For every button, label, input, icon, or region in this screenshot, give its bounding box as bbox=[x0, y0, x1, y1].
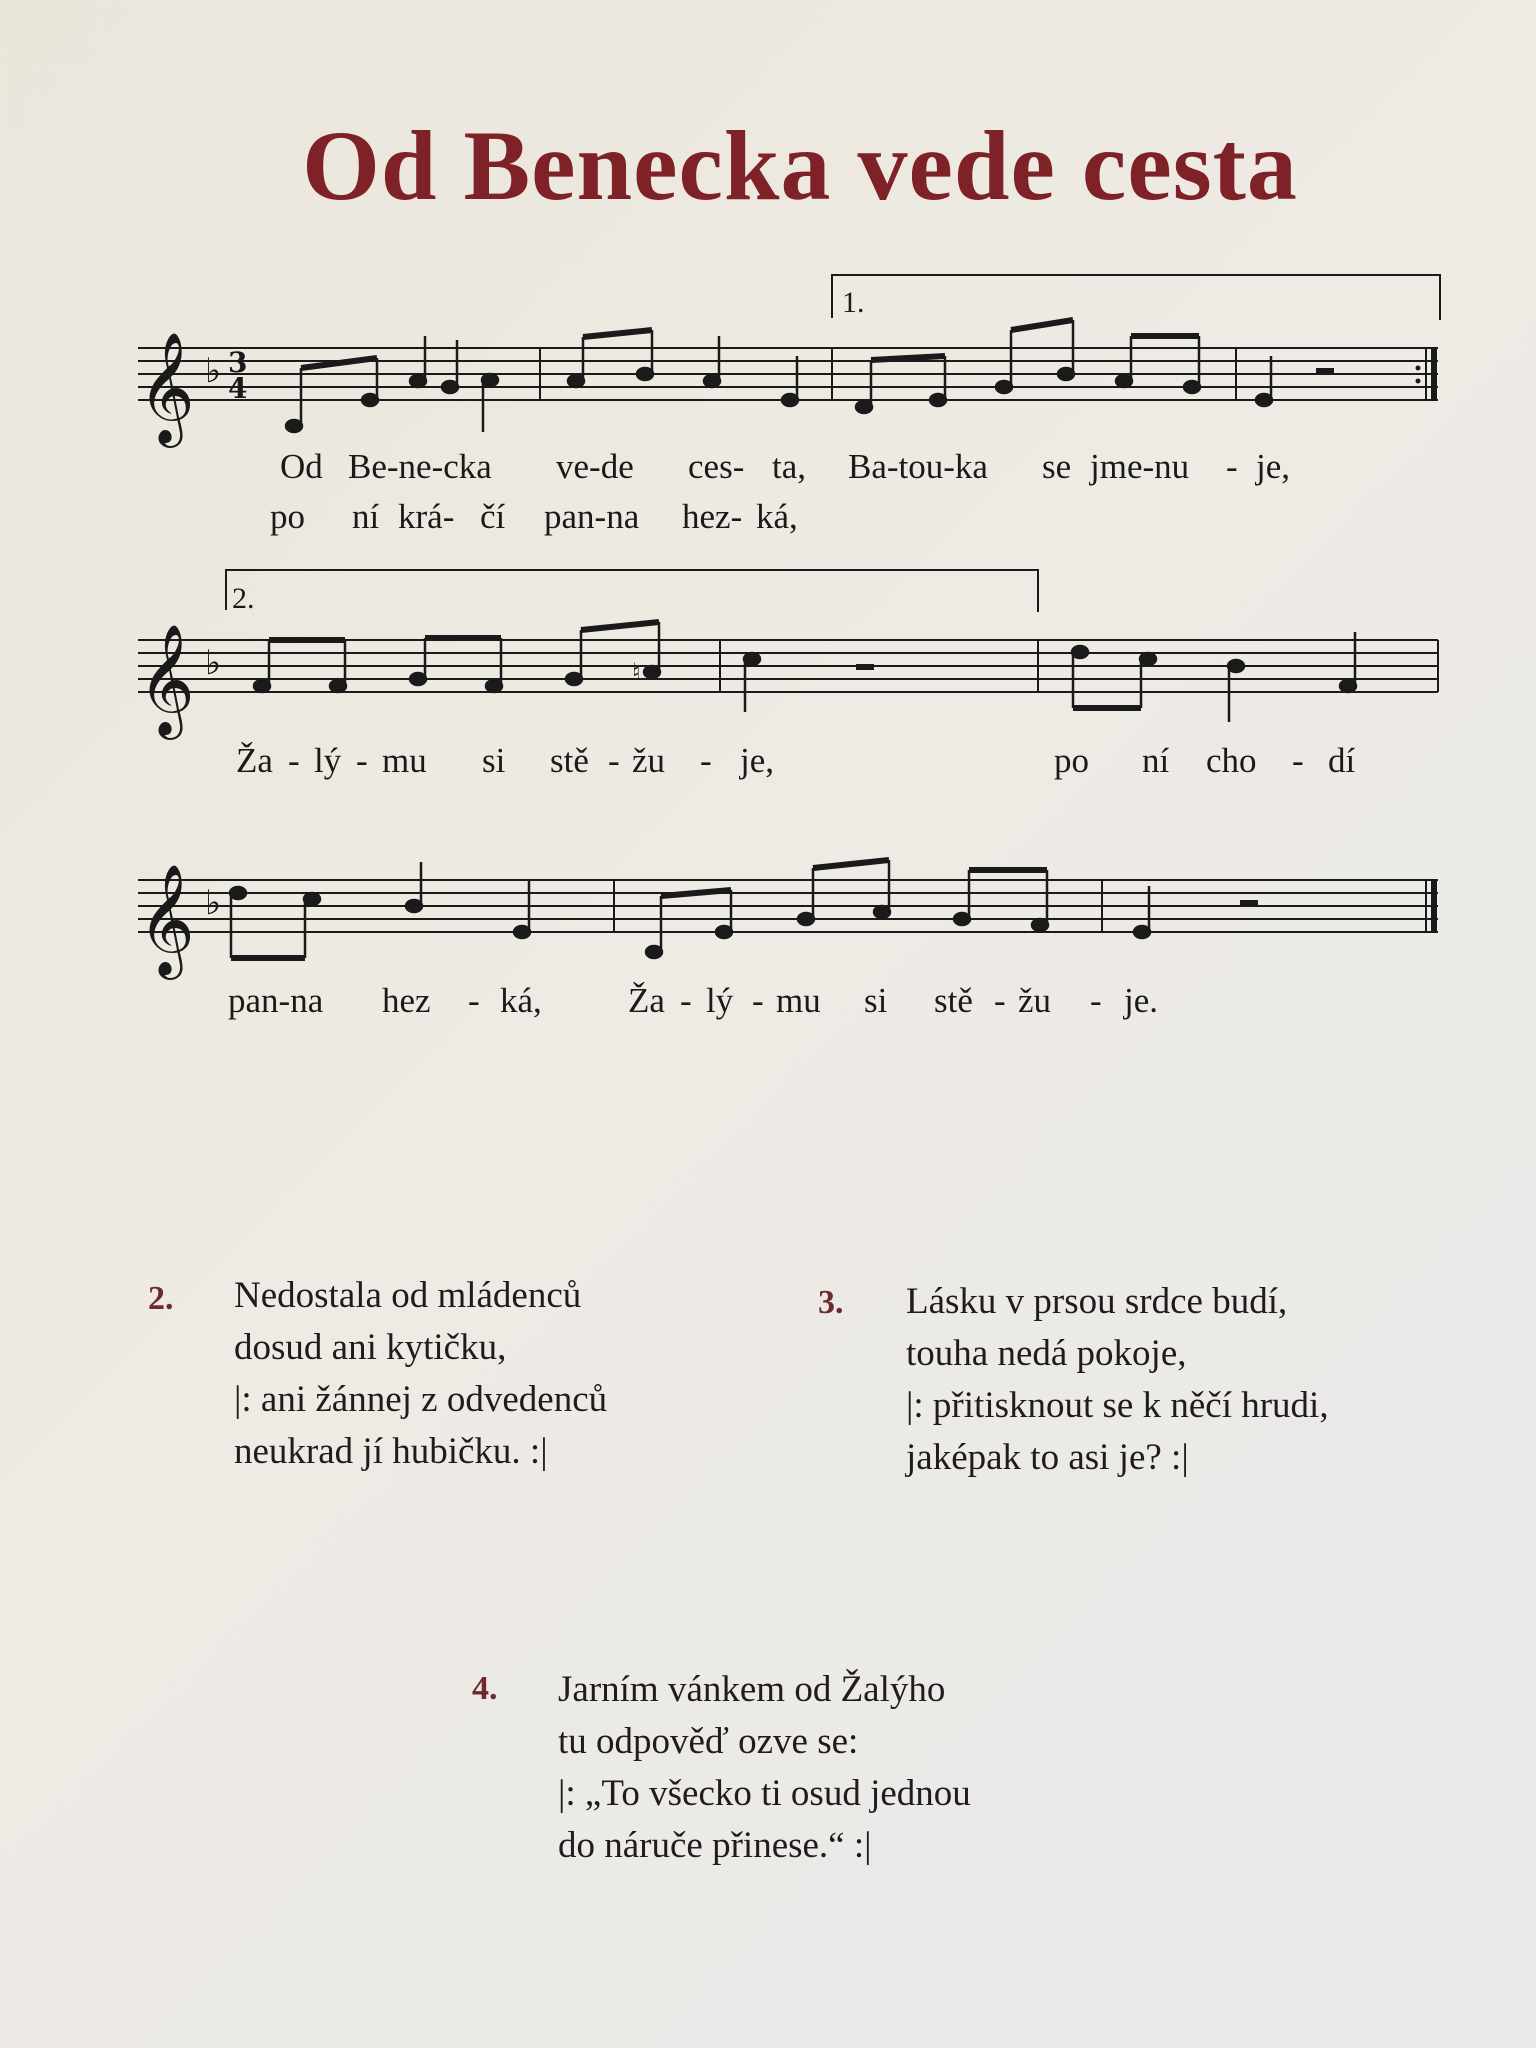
lyric: pan-na bbox=[228, 981, 324, 1020]
verse-line: |: „To všecko ti osud jednou bbox=[558, 1773, 971, 1814]
verse-line: Nedostala od mládenců bbox=[234, 1275, 582, 1316]
lyric: lý bbox=[706, 981, 734, 1020]
lyric: - bbox=[288, 741, 300, 780]
verse-2-text bbox=[234, 1270, 607, 1478]
flat-key-1: ♭ bbox=[205, 351, 222, 391]
lyric: po bbox=[270, 497, 305, 536]
lyric: ces- bbox=[688, 447, 745, 486]
lyric: je, bbox=[1256, 447, 1291, 486]
verse-line: Jarním vánkem od Žalýho bbox=[558, 1669, 946, 1710]
lyric: ká, bbox=[500, 981, 542, 1020]
lyric: po bbox=[1054, 741, 1089, 780]
lyric: - bbox=[680, 981, 692, 1020]
lyric: hez bbox=[382, 981, 431, 1020]
verse-2-number: 2. bbox=[148, 1280, 174, 1317]
verse-3-text bbox=[906, 1276, 1329, 1484]
notes-system-3 bbox=[230, 860, 1258, 958]
verse-line: jaképak to asi je? :| bbox=[906, 1437, 1189, 1478]
verse-3-number: 3. bbox=[818, 1284, 844, 1321]
lyric: si bbox=[864, 981, 888, 1020]
lyric: - bbox=[1090, 981, 1102, 1020]
lyric: Ba-tou-ka bbox=[848, 447, 988, 486]
lyric: ní bbox=[1142, 741, 1170, 780]
lyric: hez- bbox=[682, 497, 743, 536]
verse-line: |: přitisknout se k něčí hrudi, bbox=[906, 1385, 1329, 1426]
verse-line: tu odpověď ozve se: bbox=[558, 1721, 859, 1762]
verse-4-text bbox=[558, 1664, 971, 1872]
time-sig-top: 3 bbox=[228, 346, 248, 379]
treble-clef-1: 𝄞 bbox=[138, 331, 195, 443]
notes-system-2 bbox=[254, 622, 1356, 722]
lyric: žu bbox=[632, 741, 666, 780]
lyric: mu bbox=[776, 981, 821, 1020]
notes-system-1 bbox=[286, 320, 1421, 432]
lyric: cho bbox=[1206, 741, 1257, 780]
lyric: - bbox=[1292, 741, 1304, 780]
lyric: pan-na bbox=[544, 497, 640, 536]
song-title: Od Benecka vede cesta bbox=[302, 110, 1298, 221]
volta-2-label: 2. bbox=[232, 582, 255, 615]
lyric: - bbox=[608, 741, 620, 780]
staff-system-2 bbox=[138, 570, 1438, 692]
lyric: - bbox=[994, 981, 1006, 1020]
lyric: Ža bbox=[628, 981, 665, 1020]
lyric: - bbox=[1226, 447, 1238, 486]
treble-clef-2: 𝄞 bbox=[138, 623, 195, 735]
verse-line: do náruče přinese.“ :| bbox=[558, 1825, 872, 1866]
volta-1-label: 1. bbox=[842, 286, 865, 319]
lyric: - bbox=[752, 981, 764, 1020]
lyric: Od bbox=[280, 447, 323, 486]
flat-key-2: ♭ bbox=[205, 643, 222, 683]
lyric: žu bbox=[1018, 981, 1052, 1020]
verse-line: neukrad jí hubičku. :| bbox=[234, 1431, 548, 1472]
lyric: mu bbox=[382, 741, 427, 780]
lyric: Ža bbox=[236, 741, 273, 780]
lyric: lý bbox=[314, 741, 342, 780]
verse-line: Lásku v prsou srdce budí, bbox=[906, 1281, 1288, 1322]
lyric: ká, bbox=[756, 497, 798, 536]
lyric: Be-ne-cka bbox=[348, 447, 492, 486]
lyric: ta, bbox=[772, 447, 807, 486]
staff-system-1 bbox=[138, 275, 1440, 400]
lyric: dí bbox=[1328, 741, 1356, 780]
lyric: si bbox=[482, 741, 506, 780]
treble-clef-3: 𝄞 bbox=[138, 863, 195, 975]
verse-line: touha nedá pokoje, bbox=[906, 1333, 1187, 1374]
svg-text:♮: ♮ bbox=[632, 658, 641, 686]
lyrics bbox=[228, 447, 1356, 1020]
lyric: stě bbox=[550, 741, 589, 780]
flat-key-3: ♭ bbox=[205, 883, 222, 923]
lyric: čí bbox=[480, 497, 506, 536]
time-sig-bottom: 4 bbox=[228, 372, 248, 405]
lyric: je. bbox=[1124, 981, 1159, 1020]
lyric: se bbox=[1042, 447, 1072, 486]
lyric: - bbox=[700, 741, 712, 780]
verse-line: dosud ani kytičku, bbox=[234, 1327, 507, 1368]
lyric: jme-nu bbox=[1090, 447, 1190, 486]
lyric: stě bbox=[934, 981, 973, 1020]
lyric: - bbox=[468, 981, 480, 1020]
verse-line: |: ani žánnej z odvedenců bbox=[234, 1379, 608, 1420]
lyric: je, bbox=[740, 741, 775, 780]
lyric: ní bbox=[352, 497, 380, 536]
verse-4-number: 4. bbox=[472, 1670, 498, 1707]
lyric: - bbox=[356, 741, 368, 780]
lyric: krá- bbox=[398, 497, 455, 536]
lyric: ve-de bbox=[556, 447, 634, 486]
